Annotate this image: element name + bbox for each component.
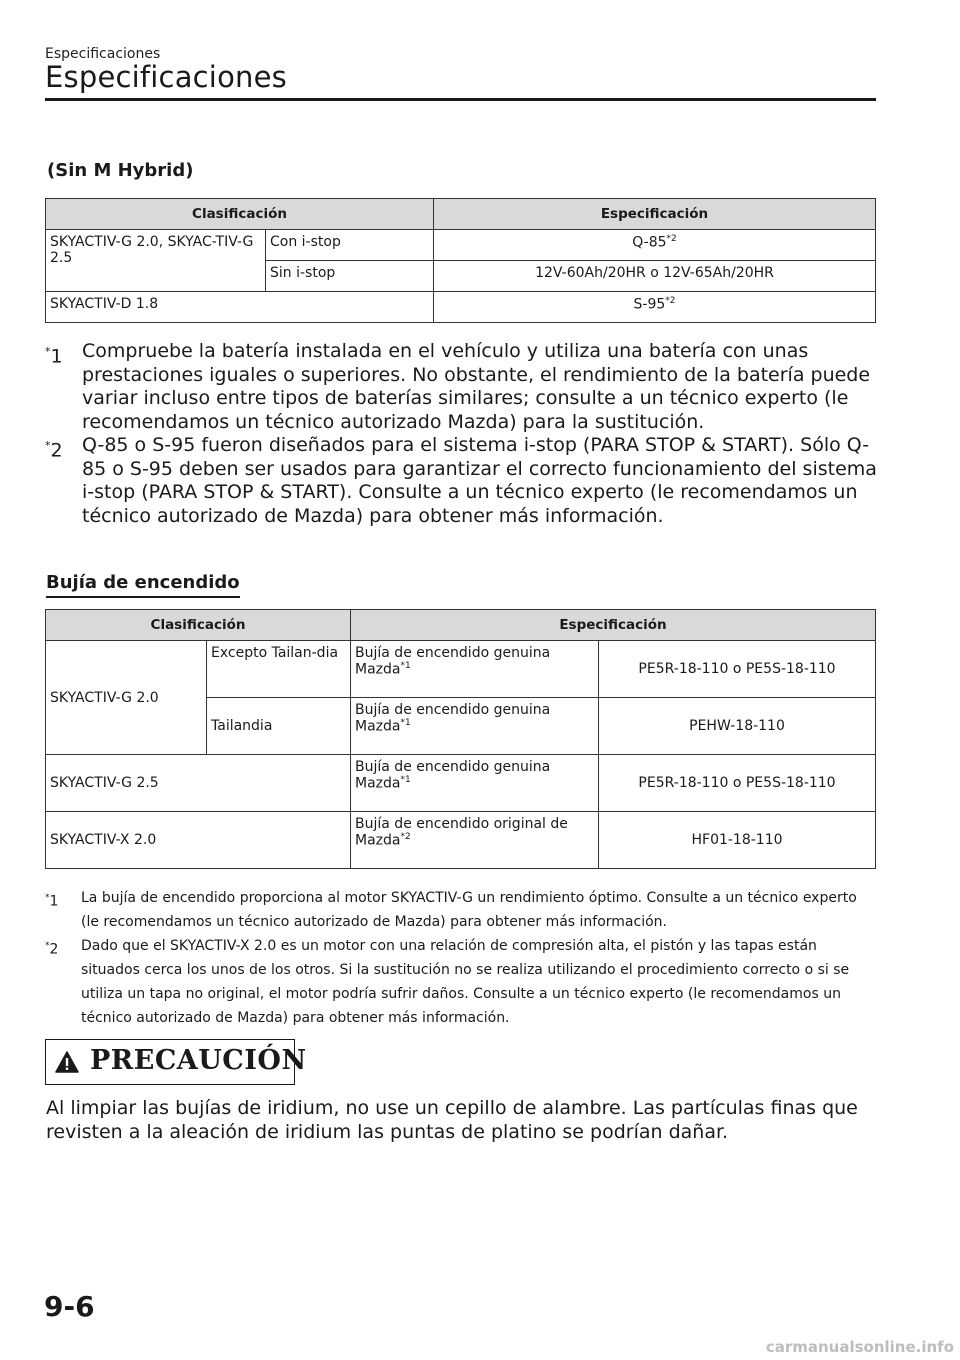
footnote: [45, 434, 880, 528]
table-cell: PE5R-18-110 o PE5S-18-110: [599, 755, 876, 812]
footnote-text: Dado que el SKYACTIV-X 2.0 es un motor con una relación de compresión alta, el pistón y las tapas están situados cerca los unos de los otros. Si la sustitución no se realiza utilizando el procedimiento correcto o si se utiliza un tapa no original, el motor podría sufrir daños. Consulte a un técnico experto (le recomendamos un técnico autorizado de Mazda) para obtener más información.: [81, 938, 850, 1026]
footnote-mark: *2: [45, 439, 63, 462]
table-cell: Bujía de encendido genuina Mazda$^{*1}$: [351, 698, 599, 755]
table-cell: [434, 292, 876, 323]
table-cell: Bujía de encendido original de Mazda$^{*2}$: [351, 812, 599, 869]
table-cell: [434, 230, 876, 261]
footnote-mark: *1: [45, 345, 63, 368]
caution-box: [45, 1039, 307, 1085]
footnote-text: Compruebe la batería instalada en el vehículo y utiliza una batería con unas prestaciones iguales o superiores. No obstante, el rendimiento de la batería puede variar incluso entre tipos de baterías similares; consulte a un técnico experto (le recomendamos un técnico autorizado Mazda) para la sustitución.: [82, 340, 871, 433]
footnote-ref: *2: [666, 234, 677, 244]
table-header-cell: Especificación: [434, 199, 876, 230]
spark-plug-heading: Bujía de encendido: [46, 572, 240, 598]
table-cell: SKYACTIV-X 2.0: [46, 812, 351, 869]
table-cell: Bujía de encendido genuina Mazda$^{*1}$: [351, 755, 599, 812]
table-row: [46, 641, 876, 698]
header-divider: [45, 98, 876, 101]
table-header-cell: Especificación: [351, 610, 876, 641]
table-cell: HF01-18-110: [599, 812, 876, 869]
footnote: [45, 340, 880, 434]
footnote-ref: *2: [400, 832, 411, 842]
battery-spec-table: [45, 198, 876, 323]
table-header-row: [46, 610, 876, 641]
spark-plug-footnotes: [45, 886, 875, 1030]
spec-value: Q-85: [632, 234, 667, 251]
footnote-ref: *1: [400, 775, 411, 785]
table-cell: Bujía de encendido genuina Mazda$^{*1}$: [351, 641, 599, 698]
table-row: [46, 292, 876, 323]
table-row: [46, 812, 876, 869]
table-row: [46, 230, 876, 261]
table-cell: PE5R-18-110 o PE5S-18-110: [599, 641, 876, 698]
table-cell: Tailandia: [207, 698, 351, 755]
table-cell: SKYACTIV-G 2.5: [46, 755, 351, 812]
table-cell: Con i-stop: [266, 230, 434, 261]
footnote-text: La bujía de encendido proporciona al motor SKYACTIV-G un rendimiento óptimo. Consulte a un técnico experto (le recomendamos un técnico autorizado de Mazda) para obtener más información.: [81, 890, 857, 930]
caution-label: PRECAUCIÓN: [90, 1045, 307, 1076]
footnote-ref: *1: [400, 661, 411, 671]
page-title: Especificaciones: [45, 60, 287, 94]
footnote-mark: *1: [45, 893, 59, 910]
table-cell: 12V-60Ah/20HR o 12V-65Ah/20HR: [434, 261, 876, 292]
table-cell: SKYACTIV-G 2.0, SKYAC-TIV-G 2.5: [46, 230, 266, 292]
running-header: Especificaciones: [45, 46, 161, 62]
table-header-cell: Clasificación: [46, 610, 351, 641]
table-cell: SKYACTIV-G 2.0: [46, 641, 207, 755]
watermark: carmanualsonline.info: [765, 1338, 954, 1356]
caution-text: Al limpiar las bujías de iridium, no use un cepillo de alambre. Las partículas finas que revisten a la aleación de iridium las puntas de platino se podrían dañar.: [46, 1097, 858, 1143]
footnote-text: Q-85 o S-95 fueron diseñados para el sistema i-stop (PARA STOP & START). Sólo Q-85 o S-95 deben ser usados para garantizar el correcto funcionamiento del sistema i-stop (PARA STOP & START). Consulte a un técnico experto (le recomendamos un técnico autorizado de Mazda) para obtener más información.: [82, 434, 877, 527]
table-header-row: [46, 199, 876, 230]
footnote-ref: *1: [400, 718, 411, 728]
table-row: [46, 755, 876, 812]
footnote: [45, 934, 875, 1030]
table-header-cell: Clasificación: [46, 199, 434, 230]
table-cell: PEHW-18-110: [599, 698, 876, 755]
footnote: [45, 886, 875, 934]
table-cell: Sin i-stop: [266, 261, 434, 292]
spec-value: S-95: [633, 296, 666, 313]
page-number: 9-6: [44, 1290, 95, 1323]
table-cell: SKYACTIV-D 1.8: [46, 292, 434, 323]
section-title: (Sin M Hybrid): [47, 160, 194, 181]
table-cell: Excepto Tailan-dia: [207, 641, 351, 698]
warning-triangle-icon: [55, 1051, 79, 1073]
spark-plug-table: [45, 609, 876, 869]
footnote-mark: *2: [45, 941, 59, 958]
footnote-ref: *2: [665, 296, 676, 306]
battery-footnotes: [45, 340, 880, 528]
